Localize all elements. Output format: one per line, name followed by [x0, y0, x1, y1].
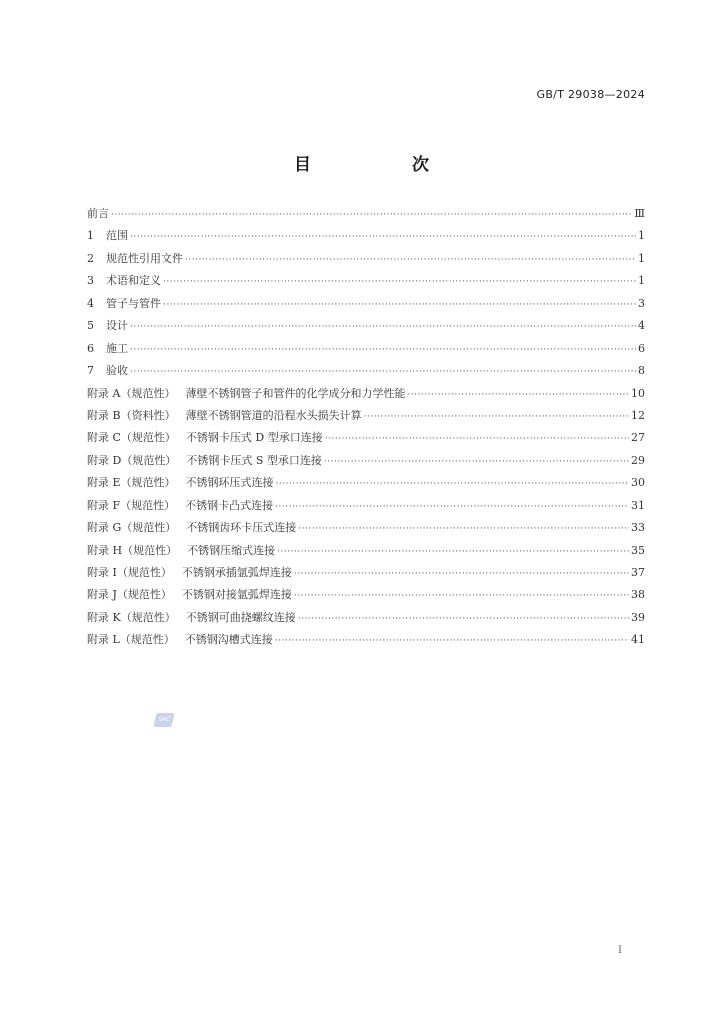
toc-entry-number: 7	[87, 364, 94, 378]
toc-entry-number: 附录 I（规范性）	[87, 566, 172, 579]
toc-entry-number: 6	[87, 341, 94, 355]
toc-dot-leader	[163, 277, 636, 287]
toc-dot-leader	[298, 614, 629, 624]
toc-entry[interactable]	[87, 497, 645, 519]
toc-entry-label: 不锈钢环压式连接	[185, 476, 274, 490]
toc-entry-page: 30	[631, 476, 645, 490]
toc-entry-number: 附录 B（资料性）	[87, 408, 176, 422]
toc-dot-leader	[130, 367, 636, 377]
toc-entry-number: 2	[87, 251, 94, 265]
toc-dot-leader	[294, 591, 629, 601]
toc-entry-page: 1	[638, 274, 645, 288]
sac-watermark-logo: SAC	[154, 713, 175, 727]
toc-entry[interactable]	[87, 227, 645, 249]
toc-entry-page: 31	[631, 498, 645, 512]
toc-dot-leader	[185, 255, 636, 265]
toc-entry-page: 39	[631, 610, 645, 624]
toc-entry[interactable]	[87, 295, 645, 317]
toc-dot-leader	[407, 390, 629, 400]
toc-entry-number: 附录 F（规范性）	[87, 498, 176, 512]
toc-entry[interactable]	[87, 362, 645, 384]
toc-entry[interactable]	[87, 564, 645, 586]
toc-entry-number: 3	[87, 274, 94, 288]
toc-entry-label: 不锈钢卡压式 S 型承口连接	[186, 453, 322, 467]
toc-entry-page: 10	[631, 386, 645, 400]
toc-entry[interactable]	[87, 407, 645, 429]
toc-entry-label: 施工	[106, 341, 128, 355]
table-of-contents	[87, 205, 645, 654]
toc-entry-number: 附录 K（规范性）	[87, 610, 176, 624]
toc-entry[interactable]	[87, 542, 645, 564]
page-number: I	[618, 945, 622, 956]
toc-dot-leader	[130, 322, 636, 332]
toc-entry-page: 27	[631, 431, 645, 445]
toc-entry-label: 不锈钢可曲挠螺纹连接	[185, 610, 296, 624]
toc-entry-number: 附录 G（规范性）	[87, 521, 177, 535]
toc-entry-number: 附录 L（规范性）	[87, 633, 175, 647]
toc-entry-number: 4	[87, 296, 94, 310]
toc-entry-label: 不锈钢压缩式连接	[187, 543, 276, 557]
toc-entry-label: 薄壁不锈钢管子和管件的化学成分和力学性能	[185, 386, 406, 400]
toc-entry-page: 1	[638, 251, 645, 265]
toc-entry[interactable]	[87, 429, 645, 451]
toc-dot-leader	[111, 210, 632, 220]
toc-entry[interactable]	[87, 586, 645, 608]
toc-entry-page: 38	[631, 588, 645, 602]
toc-entry[interactable]	[87, 452, 645, 474]
toc-dot-leader	[130, 232, 636, 242]
toc-entry-label: 术语和定义	[106, 274, 161, 288]
toc-entry-number: 附录 J（规范性）	[87, 588, 172, 602]
toc-entry-page: 6	[638, 341, 645, 355]
toc-entry-label: 不锈钢沟槽式连接	[184, 633, 273, 647]
toc-entry-label: 验收	[106, 364, 128, 378]
toc-entry-label: 规范性引用文件	[106, 251, 183, 265]
toc-entry[interactable]	[87, 519, 645, 541]
toc-dot-leader	[364, 412, 629, 422]
standard-number: GB/T 29038—2024	[536, 88, 645, 101]
toc-entry[interactable]	[87, 272, 645, 294]
toc-entry-label: 管子与管件	[106, 296, 161, 310]
toc-dot-leader	[294, 569, 629, 579]
toc-dot-leader	[275, 502, 629, 512]
page-title: 目 次	[294, 155, 471, 175]
toc-entry-page: 41	[631, 633, 645, 647]
toc-entry-label: 不锈钢对接氩弧焊连接	[181, 588, 292, 602]
toc-entry-label: 不锈钢齿环卡压式连接	[186, 521, 297, 535]
toc-entry-page: 29	[631, 453, 645, 467]
toc-dot-leader	[163, 300, 636, 310]
toc-entry-page: 35	[631, 543, 645, 557]
toc-entry-number: 附录 D（规范性）	[87, 453, 177, 467]
toc-entry[interactable]	[87, 250, 645, 272]
toc-entry-page: 3	[638, 296, 645, 310]
toc-entry-number: 附录 E（规范性）	[87, 476, 176, 490]
toc-entry-label: 不锈钢卡压式 D 型承口连接	[185, 431, 323, 445]
toc-entry-label: 范围	[106, 229, 128, 243]
toc-entry-number: 5	[87, 319, 94, 333]
toc-entry-page: 12	[631, 408, 645, 422]
toc-entry-page: 4	[638, 319, 645, 333]
toc-dot-leader	[324, 457, 629, 467]
toc-entry-label: 薄壁不锈钢管道的沿程水头损失计算	[185, 408, 362, 422]
toc-entry-page: Ⅲ	[634, 207, 645, 220]
toc-dot-leader	[298, 524, 629, 534]
toc-entry-page: 8	[638, 364, 645, 378]
toc-entry[interactable]	[87, 205, 645, 227]
toc-entry-label: 不锈钢卡凸式连接	[185, 498, 274, 512]
toc-entry-number: 附录 C（规范性）	[87, 431, 176, 445]
toc-entry[interactable]	[87, 317, 645, 339]
toc-entry-number: 1	[87, 229, 94, 243]
toc-entry-number: 附录 A（规范性）	[87, 386, 176, 400]
toc-dot-leader	[275, 636, 629, 646]
toc-dot-leader	[130, 345, 636, 355]
toc-entry-page: 1	[638, 229, 645, 243]
toc-dot-leader	[277, 547, 629, 557]
toc-dot-leader	[276, 479, 629, 489]
toc-entry-page: 37	[631, 566, 645, 579]
toc-entry[interactable]	[87, 474, 645, 496]
toc-entry[interactable]	[87, 385, 645, 407]
toc-dot-leader	[325, 434, 629, 444]
toc-entry-number: 附录 H（规范性）	[87, 543, 178, 557]
toc-entry[interactable]	[87, 631, 645, 653]
toc-entry[interactable]	[87, 609, 645, 631]
toc-entry-label: 设计	[106, 319, 128, 333]
toc-entry[interactable]	[87, 340, 645, 362]
toc-entry-page: 33	[631, 521, 645, 535]
toc-entry-label: 前言	[87, 207, 109, 220]
toc-entry-label: 不锈钢承插氩弧焊连接	[181, 566, 292, 579]
